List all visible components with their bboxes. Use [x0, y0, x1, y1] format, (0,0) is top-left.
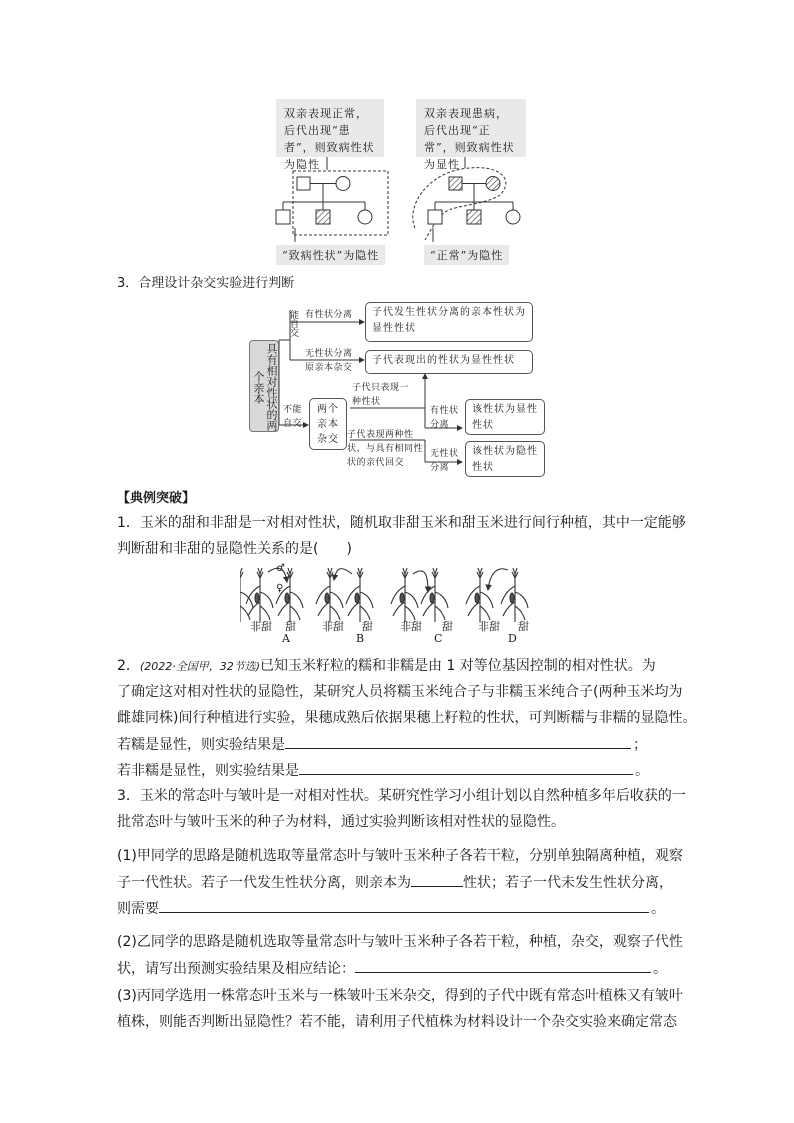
- flow-box-cross: 两个亲本杂交: [309, 398, 347, 450]
- q3-p1-line2b: 性状；若子一代未发生性状分离，: [463, 875, 673, 891]
- flow-label-only-one: 子代只表现一种性状: [352, 383, 410, 407]
- pedigree-right: [413, 157, 520, 242]
- flow-label-seg-yes: 有性状分离: [305, 310, 353, 320]
- q2-line5-end: 。: [635, 763, 649, 779]
- flow-label-cannot-self-1: 不能自交: [283, 405, 303, 429]
- q3-p3-line2: 植株，则能否判断出显隐性？若不能，请利用子代植株为材料设计一个杂交实验来确定常态: [117, 1014, 677, 1030]
- plant-label: 甜: [285, 620, 296, 633]
- pedigree-diagrams: [255, 150, 555, 245]
- flow-root-box: 具有相对性状的两个亲本: [249, 340, 279, 432]
- q3-p2-line1: (2)乙同学的思路是随机选取等量常态叶与皱叶玉米种子各若干粒，种植，杂交，观察子代性: [117, 934, 683, 950]
- plant-label: 非甜: [250, 620, 272, 633]
- flow-label-seg-no-sub: 原亲本杂交: [305, 363, 353, 373]
- flow-label-no-seg: 无性状分离: [430, 449, 459, 473]
- plant-label: 非甜: [400, 620, 422, 633]
- plant-label: 非甜: [478, 620, 500, 633]
- q3-p1-line2: [117, 870, 673, 895]
- q2-line4: [117, 732, 647, 757]
- male-symbol: ♂: [276, 563, 285, 574]
- q3-answer-blank-3[interactable]: [355, 956, 651, 973]
- q3-p3-line1: (3)丙同学选用一株常态叶玉米与一株皱叶玉米杂交，得到的子代中既有常态叶植株又有皱叶: [117, 988, 683, 1004]
- q2-line1-text: 已知玉米籽粒的糯和非糯是由 1 对等位基因控制的相对性状。为: [260, 658, 656, 674]
- q3-p1-line2a: 子一代性状。若子一代发生性状分离，则亲本为: [117, 875, 411, 891]
- flow-label-has-seg: 有性状分离: [430, 406, 459, 430]
- q2-line1: [117, 654, 656, 679]
- flow-box-parent-dominant: 子代发生性状分离的亲本性状为显性性状: [365, 302, 533, 342]
- plant-label: 甜: [442, 620, 453, 633]
- examples-heading: 【典例突破】: [117, 491, 196, 506]
- pedigree-right-note: 双亲表现患病，后代出现“正常”，则致病性状为显性: [416, 99, 526, 157]
- q2-source: (2022·全国甲，32节选): [139, 660, 260, 673]
- q2-line2: 了确定这对相对性状的显隐性，某研究人员将糯玉米纯合子与非糯玉米纯合子(两种玉米均为: [117, 684, 683, 700]
- q3-p2-line2: [117, 956, 667, 981]
- q3-p2-line2-end: 。: [653, 961, 667, 977]
- pedigree-left-caption: “致病性状”为隐性: [276, 245, 385, 265]
- q3-p1-line3-end: 。: [651, 901, 665, 917]
- q2-answer-blank-2[interactable]: [299, 758, 633, 775]
- q3-line2: 批常态叶与皱叶玉米的种子为材料，通过实验判断该相对性状的显隐性。: [117, 814, 565, 830]
- q3-p1-line3: [117, 896, 665, 921]
- q1-line1: 1．玉米的甜和非甜是一对相对性状，随机取非甜玉米和甜玉米进行间行种植，其中一定能够: [117, 515, 686, 531]
- q2-line3: 雌雄同株)间行种植进行实验，果穗成熟后依据果穗上籽粒的性状，可判断糯与非糯的显隐性。: [117, 710, 697, 726]
- q2-number: 2．: [117, 658, 140, 674]
- flow-label-can-self: 能自交: [288, 310, 298, 337]
- q3-p1-line3-text: 则需要: [117, 901, 159, 917]
- q2-line4-end: ；: [633, 737, 647, 753]
- q2-line5-text: 若非糯是显性，则实验结果是: [117, 763, 299, 779]
- flow-box-result-dominant: 该性状为显性性状: [465, 399, 545, 435]
- corn-figure: [240, 564, 540, 626]
- flow-label-seg-no: 无性状分离: [305, 349, 353, 359]
- plant-label: 非甜: [322, 620, 344, 633]
- q3-line1: 3．玉米的常态叶与皱叶是一对相对性状。某研究性学习小组计划以自然种植多年后收获的一: [117, 788, 686, 804]
- pedigree-left: [276, 157, 388, 242]
- q2-line5: [117, 758, 649, 783]
- pedigree-right-caption: “正常”为隐性: [424, 245, 509, 265]
- flow-box-result-recessive: 该性状为隐性性状: [465, 441, 545, 477]
- q2-answer-blank-1[interactable]: [285, 732, 631, 749]
- q3-answer-blank-1[interactable]: [411, 870, 463, 887]
- q3-p2-line2-text: 状，请写出预测实验结果及相应结论：: [117, 961, 355, 977]
- option-label-c: C: [434, 632, 443, 645]
- female-symbol: ♀: [276, 583, 284, 594]
- flow-box-offspring-dominant: 子代表现出的性状为显性性状: [365, 350, 533, 374]
- q3-answer-blank-2[interactable]: [159, 896, 649, 913]
- q1-line2: 判断甜和非甜的显隐性关系的是( ): [117, 541, 352, 557]
- flow-label-two-traits: 子代表现两种性状，与具有相同性状的亲代回交: [347, 430, 424, 468]
- plant-label: 甜: [518, 620, 529, 633]
- option-label-b: B: [356, 632, 365, 645]
- plant-label: 甜: [362, 620, 373, 633]
- q2-line4-text: 若糯是显性，则实验结果是: [117, 737, 285, 753]
- option-label-a: A: [282, 632, 290, 645]
- section-heading: 3．合理设计杂交实验进行判断: [117, 276, 295, 291]
- q3-p1-line1: (1)甲同学的思路是随机选取等量常态叶与皱叶玉米种子各若干粒，分别单独隔离种植，观察: [117, 848, 683, 864]
- pedigree-left-note: 双亲表现正常，后代出现“患者”，则致病性状为隐性: [276, 99, 384, 157]
- option-label-d: D: [508, 632, 517, 645]
